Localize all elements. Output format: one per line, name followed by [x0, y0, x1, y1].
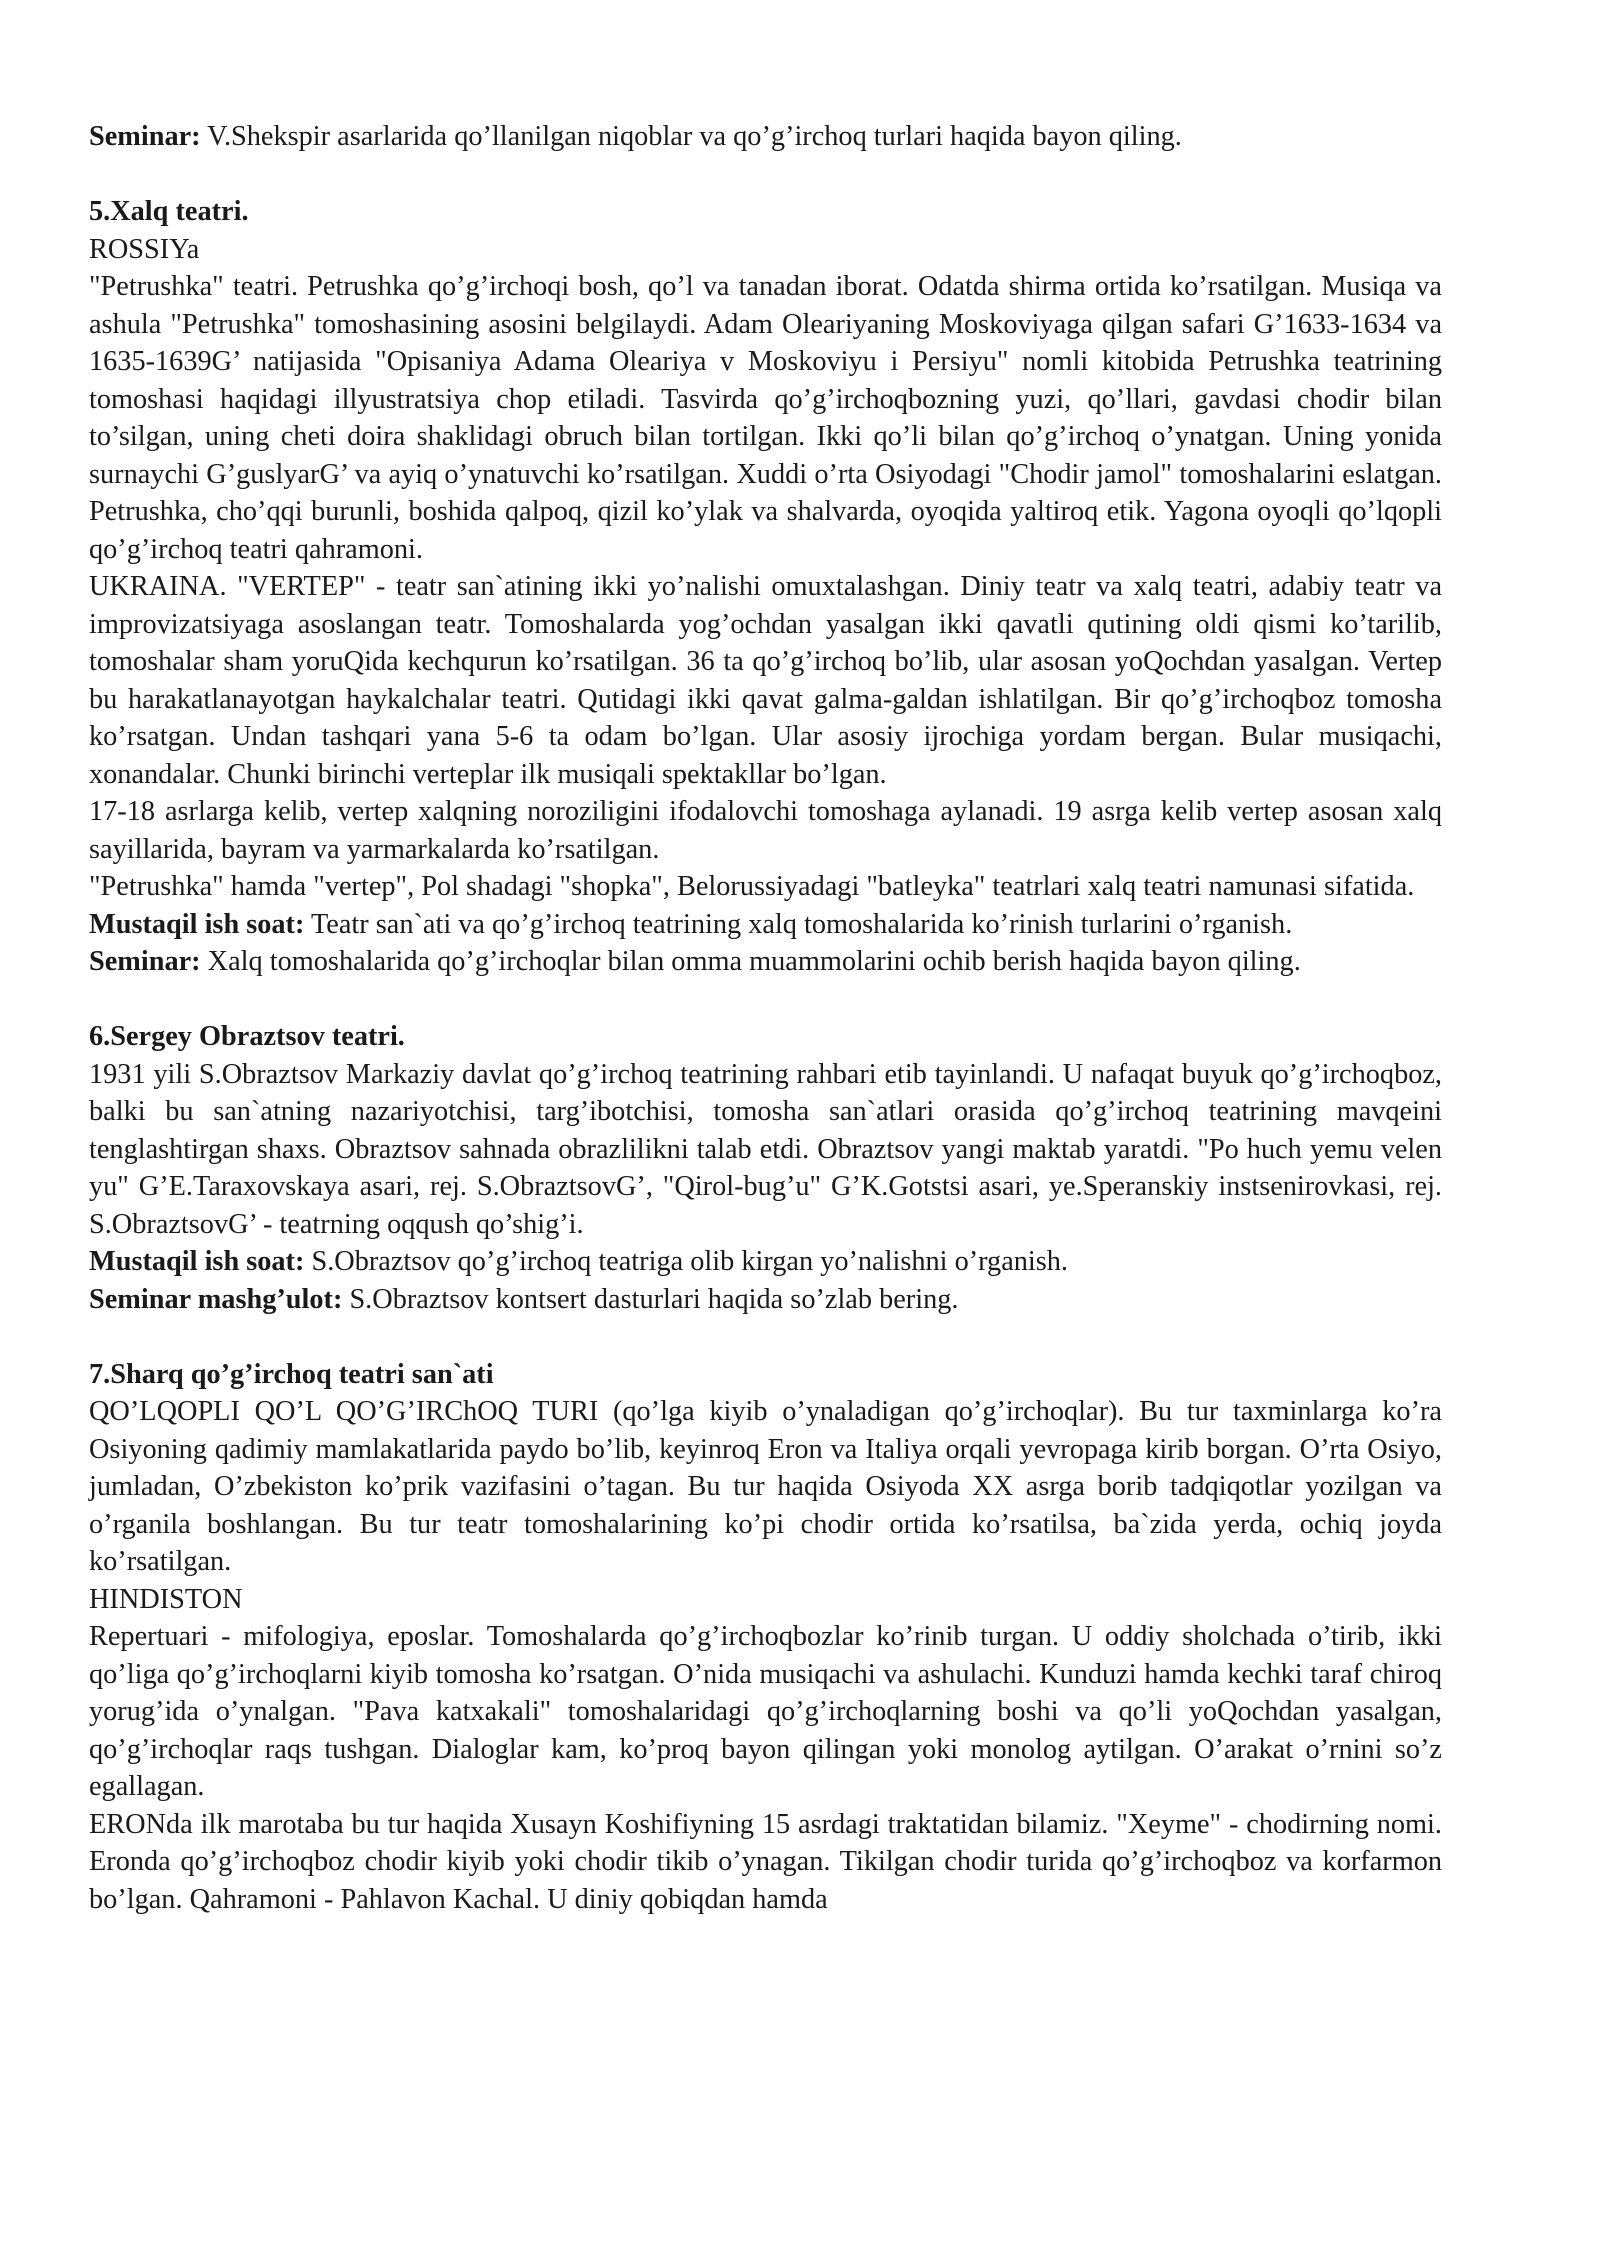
paragraph: HINDISTON: [89, 1583, 243, 1615]
paragraph: UKRAINA. "VERTEP" - teatr san`atining ikki yo’nalishi omuxtalashgan. Diniy teatr va xalq teatri, adabiy teatr va improvizatsiyaga asoslangan teatr. Tomoshalarda yog’ochdan yasalgan ikki qavatli qutining oldi qismi ko’tarilib, tomoshalar sham yoruQida kechqurun ko’rsatilgan. 36 ta qo’g’irchoq bo’lib, ular asosan yoQochdan yasalgan. Vertep bu harakatlanayotgan haykalchalar teatri. Qutidagi ikki qavat galma-galdan ishlatilgan. Bir qo’g’irchoqboz tomosha ko’rsatgan. Undan tashqari yana 5-6 ta odam bo’lgan. Ular asosiy ijrochiga yordam bergan. Bular musiqachi, xonandalar. Chunki birinchi verteplar ilk musiqali spektakllar bo’lgan.: [89, 571, 1442, 790]
section-heading: 7.Sharq qo’g’irchoq teatri san`ati: [89, 1358, 494, 1390]
paragraph: ERONda ilk marotaba bu tur haqida Xusayn Koshifiyning 15 asrdagi traktatidan bilamiz. "Xeyme" - chodirning nomi. Eronda qo’g’irchoqboz chodir kiyib yoki chodir tikib o’ynagan. Tikilgan chodir turida qo’g’irchoqboz va korfarmon bo’lgan. Qahramoni - Pahlavon Kachal. U diniy qobiqdan hamda: [89, 1808, 1442, 1915]
seminar-line: [89, 118, 1442, 156]
paragraph: Repertuari - mifologiya, eposlar. Tomoshalarda qo’g’irchoqbozlar ko’rinib turgan. U oddiy sholchada o’tirib, ikki qo’liga qo’g’irchoqlarni kiyib tomosha ko’rsatgan. O’nida musiqachi va ashulachi. Kunduzi hamda kechki taraf chiroq yorug’ida o’ynalgan. "Pava katxakali" tomoshalaridagi qo’g’irchoqlarning boshi va qo’li yoQochdan yasalgan, qo’g’irchoqlar raqs tushgan. Dialoglar kam, ko’proq bayon qilingan yoki monolog aytilgan. O’arakat o’rnini so’z egallagan.: [89, 1621, 1442, 1802]
paragraph: QO’LQOPLI QO’L QO’G’IRChOQ TURI (qo’lga kiyib o’ynaladigan qo’g’irchoqlar). Bu tur taxminlarga ko’ra Osiyoning qadimiy mamlakatlarida paydo bo’lib, keyinroq Eron va Italiya orqali yevropaga kirib borgan. O’rta Osiyo, jumladan, O’zbekiston ko’prik vazifasini o’tagan. Bu tur haqida Osiyoda XX asrga borib tadqiqotlar yozilgan va o’rganila boshlangan. Bu tur teatr tomoshalarining ko’pi chodir ortida ko’rsatilsa, ba`zida yerda, ochiq joyda ko’rsatilgan.: [89, 1396, 1442, 1577]
seminar-text: V.Shekspir asarlarida qo’llanilgan niqoblar va qo’g’irchoq turlari haqida bayon qiling.: [200, 121, 1182, 152]
paragraph: 1931 yili S.Obraztsov Markaziy davlat qo’g’irchoq teatrining rahbari etib tayinlandi. U nafaqat buyuk qo’g’irchoqboz, balki bu san`atning nazariyotchisi, targ’ibotchisi, tomosha san`atlari orasida qo’g’irchoq teatrining mavqeini tenglashtirgan shaxs. Obraztsov sahnada obrazlilikni talab etdi. Obraztsov yangi maktab yaratdi. "Po huch yemu velen yu" G’E.Taraxovskaya asari, rej. S.ObraztsovG’, "Qirol-bug’u" G’K.Gotstsi asari, ye.Speranskiy instsenirovkasi, rej. S.ObraztsovG’ - teatrning oqqush qo’shig’i.: [89, 1058, 1442, 1240]
seminar-line: Seminar: Xalq tomoshalarida qo’g’irchoqlar bilan omma muammolarini ochib berish haqida bayon qiling.: [89, 946, 1301, 977]
seminar-label: Seminar:: [89, 121, 201, 152]
paragraph: "Petrushka" hamda "vertep", Pol shadagi "shopka", Belorussiyadagi "batleyka" teatrlari xalq teatri namunasi sifatida.: [89, 871, 1415, 902]
section-heading: 5.Xalq teatri.: [89, 196, 249, 227]
paragraph: ROSSIYa: [89, 233, 200, 265]
paragraph: 17-18 asrlarga kelib, vertep xalqning noroziligini ifodalovchi tomoshaga aylanadi. 19 asrga kelib vertep asosan xalq sayillarida, bayram va yarmarkalarda ko’rsatilgan.: [89, 796, 1442, 865]
seminar-line: Seminar mashg’ulot: S.Obraztsov kontsert dasturlari haqida so’zlab bering.: [89, 1283, 959, 1315]
mustaqil-line: Mustaqil ish soat: Teatr san`ati va qo’g’irchoq teatrining xalq tomoshalarida ko’rinish turlarini o’rganish.: [89, 908, 1293, 940]
paragraph: "Petrushka" teatri. Petrushka qo’g’irchoqi bosh, qo’l va tanadan iborat. Odatda shirma ortida ko’rsatilgan. Musiqa va ashula "Petrushka" tomoshasining asosini belgilaydi. Adam Oleariyaning Moskoviyaga qilgan safari G’1633-1634 va 1635-1639G’ natijasida "Opisaniya Adama Oleariya v Moskoviyu i Persiyu" nomli kitobida Petrushka teatrining tomoshasi haqidagi illyustratsiya chop etiladi. Tasvirda qo’g’irchoqbozning yuzi, qo’llari, gavdasi chodir bilan to’silgan, uning cheti doira shaklidagi obruch bilan tortilgan. Ikki qo’li bilan qo’g’irchoq o’ynatgan. Uning yonida surnaychi G’guslyarG’ va ayiq o’ynatuvchi ko’rsatilgan. Xuddi o’rta Osiyodagi "Chodir jamol" tomoshalarini eslatgan. Petrushka, cho’qqi burunli, boshida qalpoq, qizil ko’ylak va shalvarda, oyoqida yaltiroq etik. Yagona oyoqli qo’lqopli qo’g’irchoq teatri qahramoni.: [89, 271, 1442, 565]
section-heading: 6.Sergey Obraztsov teatri.: [89, 1021, 405, 1052]
mustaqil-line: Mustaqil ish soat: S.Obraztsov qo’g’irchoq teatriga olib kirgan yo’nalishni o’rganish.: [89, 1246, 1069, 1277]
document-page: [89, 118, 1442, 1918]
